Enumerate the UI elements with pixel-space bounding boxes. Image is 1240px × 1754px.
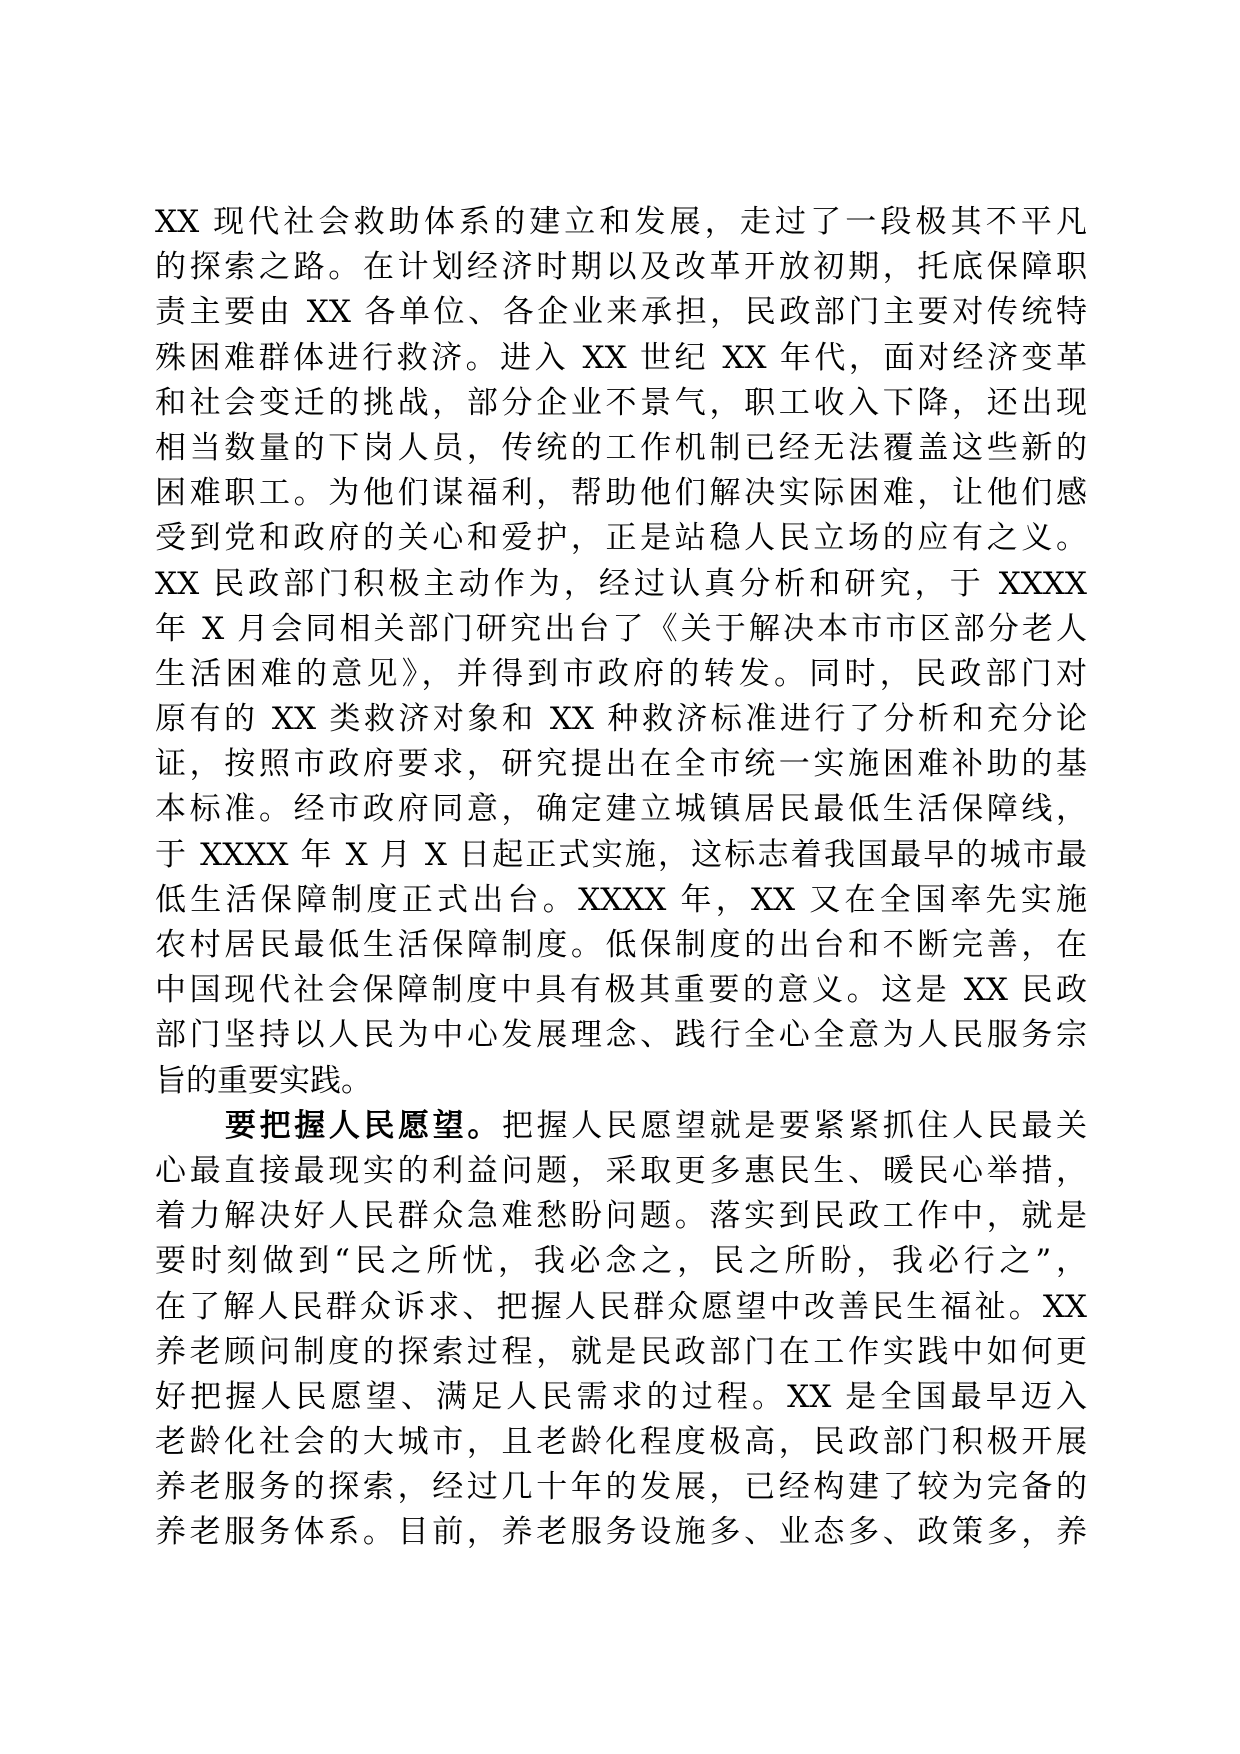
- text-line: 养老服务体系。目前，养老服务设施多、业态多、政策多，养: [155, 1514, 1087, 1551]
- text-line: 殊困难群体进行救济。进入 XX 世纪 XX 年代，面对经济变革: [155, 339, 1087, 376]
- text-line: 心最直接最现实的利益问题，采取更多惠民生、暖民心举措，: [155, 1152, 1087, 1189]
- text-line: 年 X 月会同相关部门研究出台了《关于解决本市市区部分老人: [155, 610, 1087, 647]
- text-line: 低生活保障制度正式出台。XXXX 年，XX 又在全国率先实施: [155, 881, 1087, 918]
- text-line: 中国现代社会保障制度中具有极其重要的意义。这是 XX 民政: [155, 972, 1087, 1009]
- text-line: 着力解决好人民群众急难愁盼问题。落实到民政工作中，就是: [155, 1198, 1087, 1235]
- text-line: 养老顾问制度的探索过程，就是民政部门在工作实践中如何更: [155, 1333, 1087, 1370]
- text-line: 责主要由 XX 各单位、各企业来承担，民政部门主要对传统特: [155, 294, 1087, 331]
- text-line: [155, 1104, 1087, 1149]
- paragraph-2: [155, 1104, 1087, 1556]
- text-line: 受到党和政府的关心和爱护，正是站稳人民立场的应有之义。: [155, 520, 1087, 557]
- text-line: 老龄化社会的大城市，且老龄化程度极高，民政部门积极开展: [155, 1424, 1087, 1461]
- text-run: 把握人民愿望就是要紧紧抓住人民最关: [502, 1107, 1087, 1144]
- text-line: XX 民政部门积极主动作为，经过认真分析和研究，于 XXXX: [155, 565, 1087, 602]
- text-line: 养老服务的探索，经过几十年的发展，已经构建了较为完备的: [155, 1469, 1087, 1506]
- text-line: 好把握人民愿望、满足人民需求的过程。XX 是全国最早迈入: [155, 1378, 1087, 1415]
- text-line: 部门坚持以人民为中心发展理念、践行全心全意为人民服务宗: [155, 1017, 1087, 1054]
- text-line: 旨的重要实践。: [155, 1062, 372, 1099]
- paragraph-1: [155, 200, 1087, 1104]
- text-line: XX 现代社会救助体系的建立和发展，走过了一段极其不平凡: [155, 204, 1087, 240]
- paragraph-heading: 要把握人民愿望。: [225, 1107, 502, 1144]
- text-line: 于 XXXX 年 X 月 X 日起正式实施，这标志着我国最早的城市最: [155, 836, 1087, 873]
- text-line: 本标准。经市政府同意，确定建立城镇居民最低生活保障线，: [155, 791, 1087, 828]
- text-line: 要时刻做到“民之所忧，我必念之，民之所盼，我必行之”，: [155, 1243, 1087, 1280]
- text-line: 生活困难的意见》，并得到市政府的转发。同时，民政部门对: [155, 655, 1087, 692]
- text-line: 和社会变迁的挑战，部分企业不景气，职工收入下降，还出现: [155, 384, 1087, 421]
- text-line: 困难职工。为他们谋福利，帮助他们解决实际困难，让他们感: [155, 475, 1087, 512]
- text-line: 相当数量的下岗人员，传统的工作机制已经无法覆盖这些新的: [155, 429, 1087, 466]
- text-line: 证，按照市政府要求，研究提出在全市统一实施困难补助的基: [155, 746, 1087, 783]
- text-line: 原有的 XX 类救济对象和 XX 种救济标准进行了分析和充分论: [155, 701, 1087, 738]
- text-line: 的探索之路。在计划经济时期以及改革开放初期，托底保障职: [155, 249, 1087, 286]
- text-line: 在了解人民群众诉求、把握人民群众愿望中改善民生福祉。XX: [155, 1288, 1087, 1325]
- text-line: 农村居民最低生活保障制度。低保制度的出台和不断完善，在: [155, 927, 1087, 963]
- document-body: [155, 200, 1087, 1556]
